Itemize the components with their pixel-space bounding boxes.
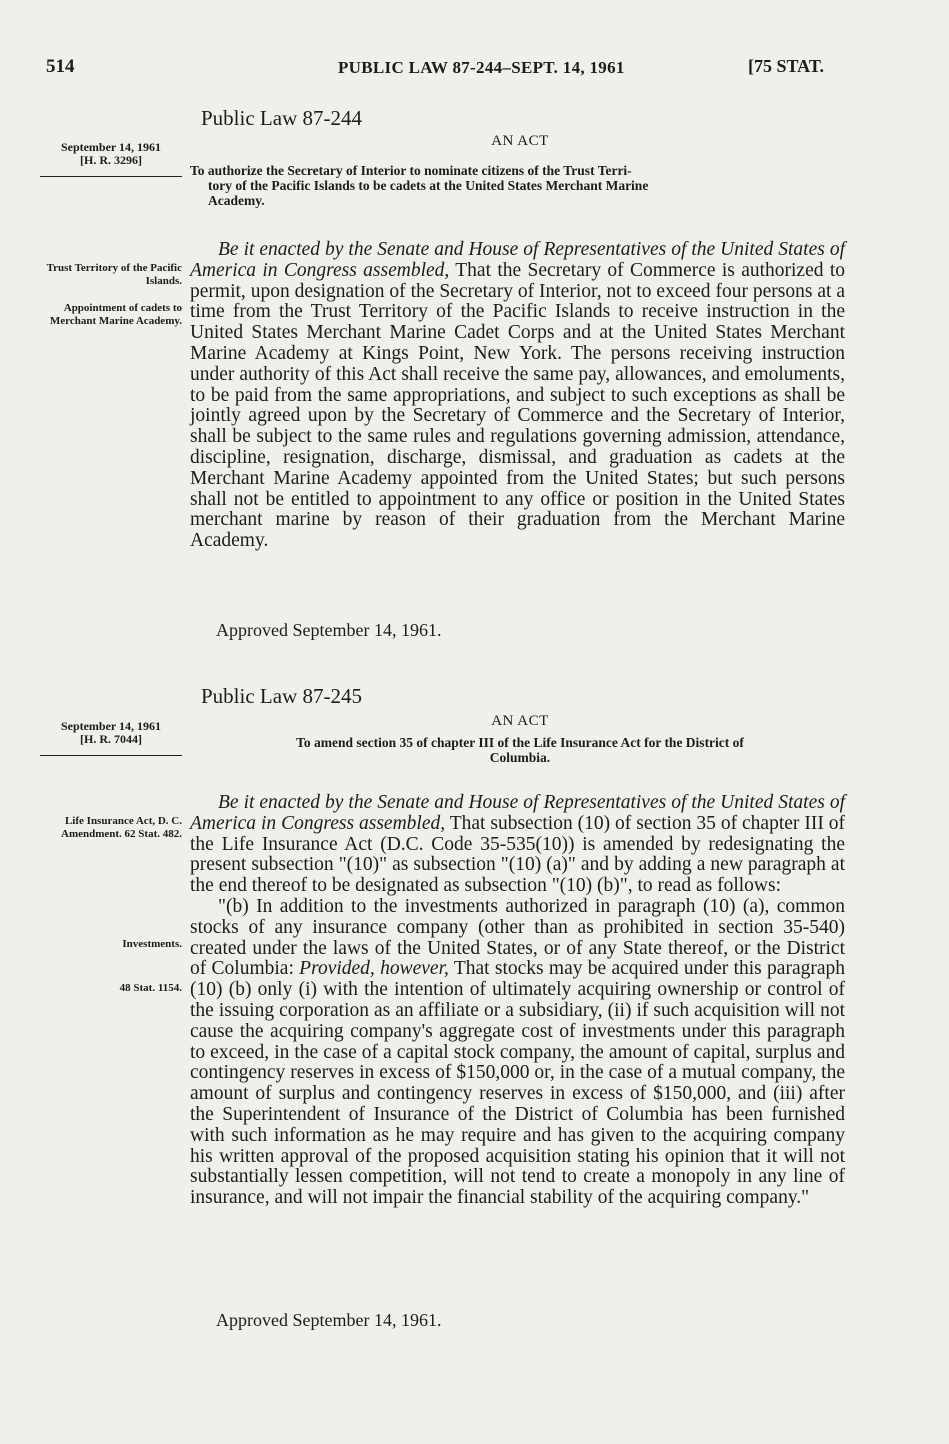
page-number: 514: [46, 56, 75, 77]
law1-date: September 14, 1961: [60, 140, 162, 154]
law1-title: Public Law 87-244: [201, 106, 362, 130]
law2-text: That subsection (10) of section 35 of chapter III of the Life Insurance Act (D.C. Code 35-535(10)) is amended by redesignating the present subsection "(10)" as subsection "(10) (a)" and by adding a new paragraph at the end thereof to be designated as subsection "(10) (b)", to read as follows:: [190, 812, 845, 897]
law2-an-act: AN ACT: [491, 713, 549, 729]
law1-margin-note-trust-territory: Trust Territory of the Pacific Islands.: [46, 262, 182, 287]
law1-margin-note-appointment: Appointment of cadets to Merchant Marine Academy.: [49, 302, 182, 327]
law2-date: September 14, 1961: [60, 719, 162, 733]
law2-margin-rule: [40, 755, 182, 756]
law2-quote-part2: That stocks may be acquired under this paragraph (10) (b) only (i) with the intention of ultimately acquiring ownership or control of the issuing corporation as an affiliate or a subsidiary, (ii) if such acquisition will not cause the acquiring company's aggregate cost of investments under this paragraph to exceed, in the case of a capital stock company, the amount of capital, surplus and contingency reserves in excess of $150,000 or, in the case of a mutual company, the amount of surplus and contingency reserves in excess of $150,000, and (iii) after the Superintendent of Insurance of the District of Columbia has been furnished with such information as he may require and has given to the acquiring company his written approval of the proposed acquisition stating his opinion that it will not substantially lessen competition, will not tend to create a monopoly in any line of insurance, and will not impair the financial stability of the acquiring company.": [190, 958, 845, 1209]
law1-an-act: AN ACT: [491, 133, 549, 149]
law2-purpose-line-2: Columbia.: [489, 750, 551, 765]
law1-text: That the Secretary of Commerce is authorized to permit, upon designation of the Secretary of Interior, not to exceed four persons at a time from the Trust Territory of the Pacific Islands to receive instruction in the United States Merchant Marine Cadet Corps and at the United States Merchant Marine Academy at Kings Point, New York. The persons receiving instruction under authority of this Act shall receive the same pay, allowances, and emoluments, to be paid from the same appropriations, and subject to such exceptions as shall be jointly agreed upon by the Secretary of Commerce and the Secretary of Interior, shall be subject to the same rules and regulations governing admission, attendance, discipline, resignation, discharge, dismissal, and graduation as cadets at the Merchant Marine Academy appointed from the United States; but such persons shall not be entitled to appointment to any office or position in the United States merchant marine by reason of their graduation from the Merchant Marine Academy.: [190, 259, 845, 552]
law2-margin-note-48-stat: 48 Stat. 1154.: [119, 982, 182, 994]
law1-approved: Approved September 14, 1961.: [216, 620, 442, 640]
law1-purpose-line-2: tory of the Pacific Islands to be cadets at the United States Merchant Marine: [208, 178, 649, 193]
law1-purpose: [190, 163, 850, 208]
law1-margin-rule: [40, 176, 182, 177]
law1-purpose-line-3: Academy.: [208, 193, 265, 208]
law1-bill-number: [H. R. 3296]: [80, 153, 142, 167]
law2-quote-part1: "(b) In addition to the investments authorized in paragraph (10) (a), common stocks of any insurance company (other than as prohibited in section 35-540) created under the laws of the United States, or of any State thereof, or the District of Columbia:: [190, 895, 845, 980]
law1-purpose-line-1: To authorize the Secretary of Interior to nominate citizens of the Trust Terri-: [190, 163, 632, 178]
law2-body: [190, 793, 845, 1209]
law2-approved: Approved September 14, 1961.: [216, 1310, 442, 1330]
law2-title: Public Law 87-245: [201, 684, 362, 708]
law2-provided-however: Provided, however,: [299, 958, 449, 980]
law2-purpose: [190, 735, 850, 765]
law2-purpose-line-1: To amend section 35 of chapter III of the Life Insurance Act for the District of: [296, 735, 744, 750]
law2-enacting-clause: Be it enacted by the Senate and House of Representatives of the United States of America in Congress assembled,: [190, 792, 845, 834]
running-title: PUBLIC LAW 87-244–SEPT. 14, 1961: [338, 58, 625, 77]
law1-enacting-clause: Be it enacted by the Senate and House of Representatives of the United States of America in Congress assembled,: [190, 239, 845, 281]
volume-reference: [75 STAT.: [748, 56, 825, 76]
law2-margin-note-investments: Investments.: [122, 938, 182, 950]
law2-bill-number: [H. R. 7044]: [80, 732, 142, 746]
law1-body: [190, 240, 845, 552]
law2-margin-note-life-insurance: Life Insurance Act, D. C. Amendment. 62 Stat. 482.: [61, 815, 182, 840]
